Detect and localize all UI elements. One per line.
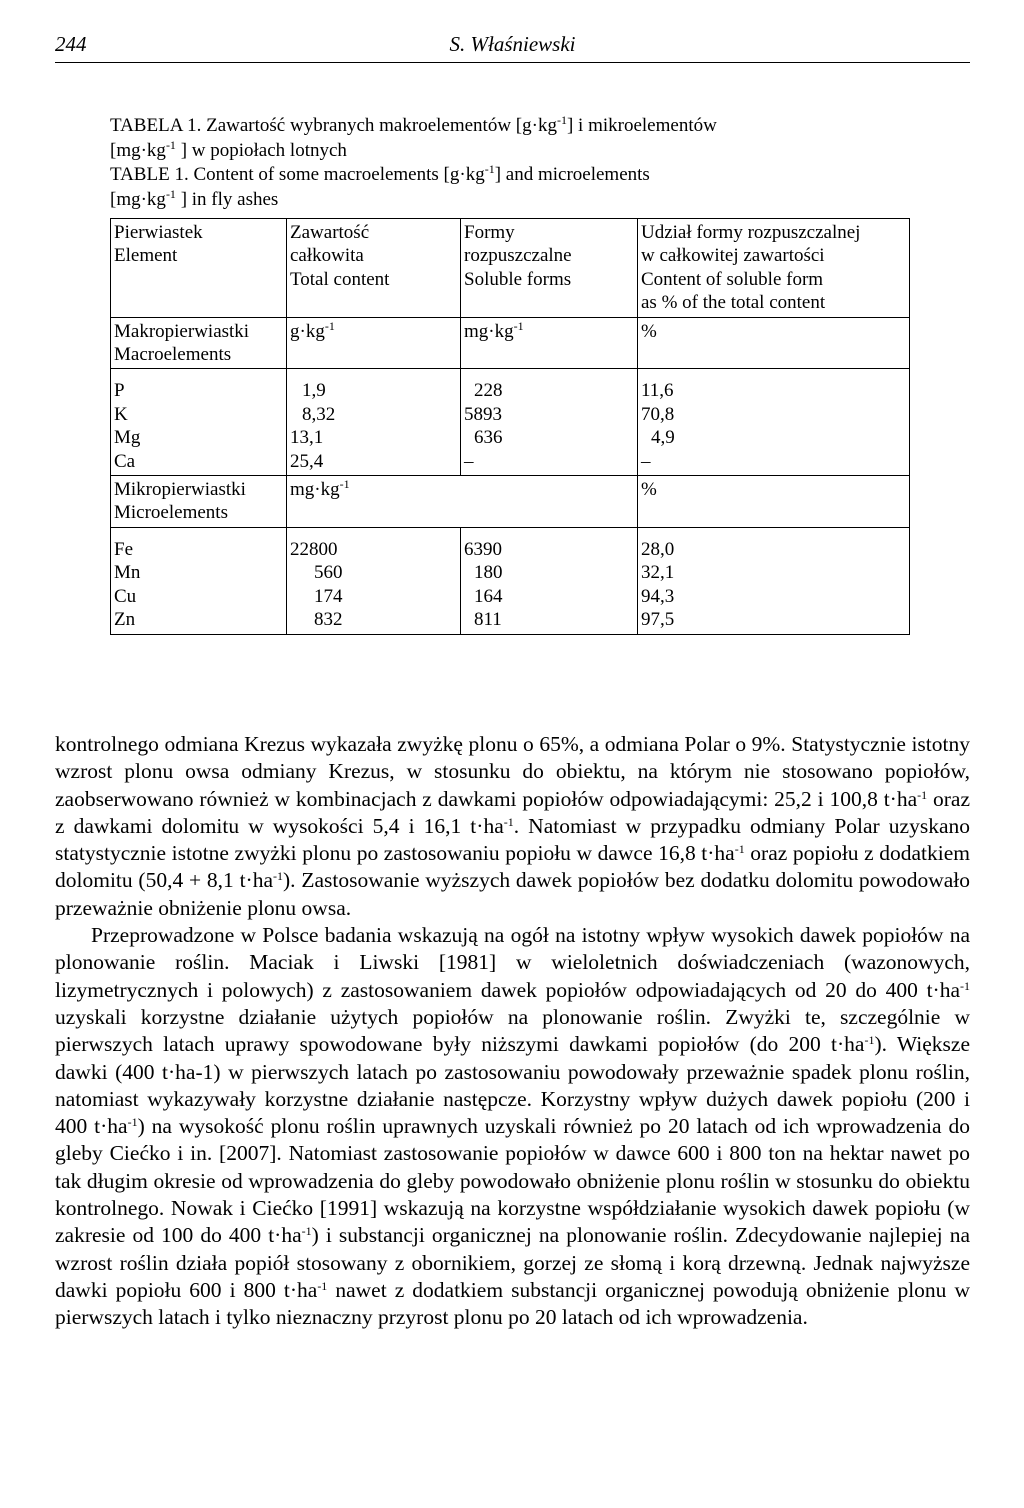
table-cell: 6390 (464, 538, 502, 560)
table-cell: 70,8 (641, 403, 675, 425)
table-cell: Mn (114, 562, 141, 584)
table-cell: – (641, 450, 651, 472)
table-cell: 13,1 (290, 427, 324, 449)
header-total-content: Zawartość całkowita Total content (287, 219, 461, 318)
table-cell: 32,1 (641, 562, 675, 584)
table-cell: 22800 (290, 538, 338, 560)
body-text (55, 731, 970, 1332)
macro-section-row (111, 317, 910, 369)
table-cell: 28,0 (641, 538, 675, 560)
micro-share-values (638, 527, 910, 634)
table-cell: Mg (114, 427, 141, 449)
table-cell: Zn (114, 609, 136, 631)
table-cell: 4,9 (651, 427, 675, 449)
micro-data-rows (111, 527, 910, 634)
running-author: S. Właśniewski (449, 32, 576, 56)
micro-section-row (111, 476, 910, 528)
macro-unit-soluble: $mg\cdot kg^{-1}$ (461, 317, 638, 369)
micro-label: Mikropierwiastki Microelements (111, 476, 287, 528)
header-soluble-share: Udział formy rozpuszczalnej w całkowitej zawartości Content of soluble form as % of the total content (638, 219, 910, 318)
table-cell: 11,6 (641, 380, 674, 402)
macro-share-values (638, 369, 910, 476)
macro-unit-share: % (638, 317, 910, 369)
table-cell: 180 (474, 562, 503, 584)
table-cell: 5893 (464, 403, 502, 425)
micro-unit-share: % (638, 476, 910, 528)
table-cell: 811 (474, 609, 502, 631)
macro-elements (111, 369, 287, 476)
fly-ash-content-table (110, 218, 910, 635)
table-cell: 636 (474, 427, 503, 449)
table-header-row (111, 219, 910, 318)
caption-english: TABLE 1. Content of some macroelements $[g\cdot kg^{-1}]$ and microelements (110, 162, 650, 185)
header-soluble-forms: Formy rozpuszczalne Soluble forms (461, 219, 638, 318)
table-cell: Cu (114, 585, 137, 607)
macro-data-rows (111, 369, 910, 476)
table-cell: 228 (474, 380, 503, 402)
macro-label: Makropierwiastki Macroelements (111, 317, 287, 369)
table-cell: K (114, 403, 128, 425)
table-cell: Ca (114, 450, 136, 472)
micro-elements (111, 527, 287, 634)
table-cell: 8,32 (302, 403, 336, 425)
paragraph-results: kontrolnego odmiana Krezus wykazała zwyżkę plonu o 65%, a odmiana Polar o 9%. Statystycznie istotny wzrost plonu owsa odmiany Krezus, w stosunku do obiektu, na którym nie stosowano popiołów, zaobserwowano również w kombinacjach z dawkami popiołów odpowiadającymi: 25,2 i 100,8 $t\cdot ha^{-1}$ oraz z dawkami dolomitu w wysokości 5,4 i 16,1 $t\cdot ha^{-1}$. Natomiast w przypadku odmiany Polar uzyskano statystycznie istotne zwyżki plonu po zastosowaniu popiołu w dawce 16,8 $t\cdot ha^{-1}$ oraz popiołu z dodatkiem dolomitu (50,4 + 8,1 $t\cdot ha^{-1}$). Zastosowanie wyższych dawek popiołów bez dodatku dolomitu powodowało przeważnie obniżenie plonu owsa. (55, 732, 970, 920)
paragraph-literature: Przeprowadzone w Polsce badania wskazują na ogół na istotny wpływ wysokich dawek popiołów na plonowanie roślin. Maciak i Liwski [1981] w wieloletnich doświadczeniach (wazonowych, lizymetrycznych i polowych) z zastosowaniem dawek popiołów odpowiadających od 20 do 400 $t\cdot ha^{-1}$ uzyskali korzystne działanie użytych popiołów na plonowanie roślin. Zwyżki te, szczególnie w pierwszych latach uprawy spowodowane były niższymi dawkami popiołów (do 200 $t\cdot ha^{-1}$). Większe dawki (400 t·ha-1) w pierwszych latach po zastosowaniu powodowały przeważnie spadek plonu roślin, natomiast wykazywały korzystne działanie następcze. Korzystny wpływ dużych dawek popiołu (200 i 400 $t\cdot ha^{-1}$) na wysokość plonu roślin uprawnych uzyskali również po 20 latach od ich wprowadzenia do gleby Ciećko i in. [2007]. Natomiast zastosowanie popiołów w dawce 600 i 800 ton na hektar nawet po tak długim okresie od wprowadzenia do gleby powodowało obniżenie plonu roślin w stosunku do obiektu kontrolnego. Nowak i Ciećko [1991] wskazują na korzystne współdziałanie wysokich dawek popiołu (w zakresie od 100 do 400 $t\cdot ha^{-1}$) i substancji organicznej na plonowanie roślin. Zdecydowanie najlepiej na wzrost roślin działa popiół stosowany z obornikiem, gorzej ze słomą i korą drzewną. Jednak najwyższe dawki popiołu 600 i 800 $t\cdot ha^{-1}$ nawet z dodatkiem substancji organicznej powodują obniżenie plonu w pierwszych latach i tylko nieznaczny przyrost plonu po 20 latach od ich wprowadzenia. (55, 923, 971, 1330)
table-cell: Fe (114, 538, 133, 560)
caption-polish-cont: [$mg\cdot kg^{-1}$ ] w popiołach lotnych (110, 137, 347, 161)
table-cell: 94,3 (641, 585, 675, 607)
running-header (55, 28, 970, 63)
micro-soluble-values (461, 527, 638, 634)
page-number: 244 (55, 32, 87, 56)
micro-total-values (287, 527, 461, 634)
table-cell: 25,4 (290, 450, 324, 472)
table-caption (110, 114, 970, 212)
table-cell: 560 (314, 562, 343, 584)
table-cell: 1,9 (302, 380, 326, 402)
table-cell: 164 (474, 585, 503, 607)
table-cell: – (464, 450, 474, 472)
table-cell: 174 (314, 585, 343, 607)
macro-soluble-values (461, 369, 638, 476)
caption-polish: TABELA 1. Zawartość wybranych makroelementów $[g\cdot kg^{-1}]$ i mikroelementów (110, 113, 717, 136)
macro-total-values (287, 369, 461, 476)
micro-unit: $mg\cdot kg^{-1}$ (287, 476, 638, 528)
table-cell: P (114, 380, 125, 402)
macro-unit-total: $g\cdot kg^{-1}$ (287, 317, 461, 369)
caption-english-cont: [$mg\cdot kg^{-1}$ ] in fly ashes (110, 186, 279, 210)
header-element: Pierwiastek Element (111, 219, 287, 318)
table-cell: 832 (314, 609, 343, 631)
table-cell: 97,5 (641, 609, 675, 631)
